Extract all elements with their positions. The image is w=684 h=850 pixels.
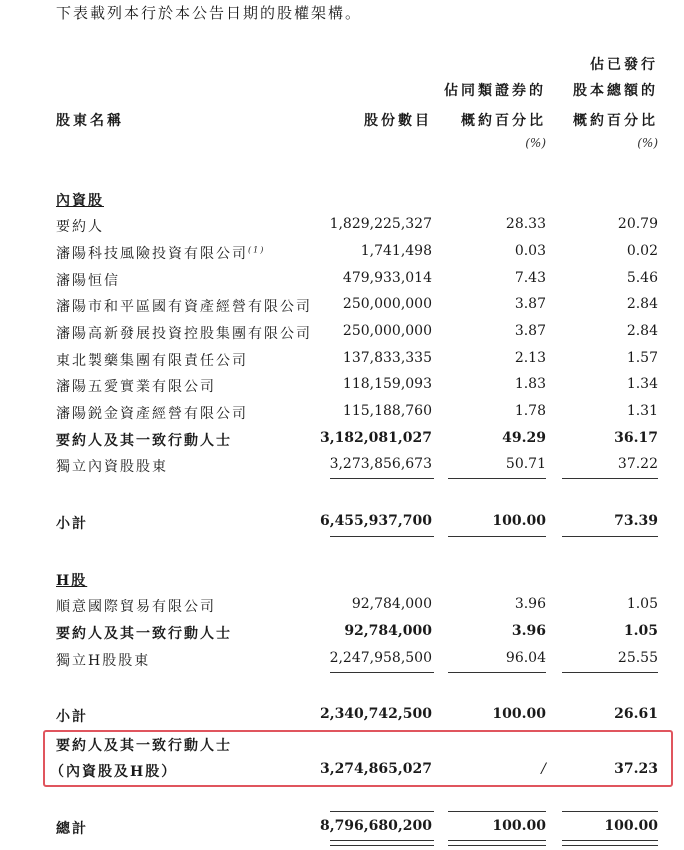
footnote-marker: (1) — [248, 245, 266, 255]
row-shares: 250,000,000 — [342, 323, 432, 339]
row-shares: 115,188,760 — [342, 403, 432, 419]
row-shares: 2,247,958,500 — [329, 650, 432, 666]
row-class-pct: 3.96 — [514, 596, 546, 612]
rule-line — [562, 672, 658, 673]
double-rule — [330, 840, 434, 846]
row-class-pct: 7.43 — [514, 270, 546, 286]
table-row — [0, 623, 684, 649]
row-total-pct: 25.55 — [617, 650, 658, 666]
intro-text: 下表載列本行於本公告日期的股權架構。 — [56, 4, 363, 22]
row-class-pct: 1.83 — [514, 376, 546, 392]
row-total-pct: 1.05 — [626, 596, 658, 612]
header-total-pct-line1: 佔已發行 — [590, 57, 658, 73]
row-shares: 479,933,014 — [342, 270, 432, 286]
row-total-pct: 1.57 — [626, 350, 658, 366]
row-class-pct: 0.03 — [514, 243, 546, 259]
row-total-pct: 5.46 — [626, 270, 658, 286]
header-class-pct-unit: (%) — [525, 136, 546, 150]
rule-line — [448, 672, 546, 673]
row-name: 順意國際貿易有限公司 — [56, 599, 216, 615]
row-shares: 1,829,225,327 — [329, 216, 432, 232]
row-shares: 92,784,000 — [344, 623, 432, 639]
row-total-pct: 36.17 — [614, 430, 658, 446]
rule-line — [562, 811, 658, 812]
row-class-pct: 1.78 — [514, 403, 546, 419]
rule-line — [330, 811, 434, 812]
section-title-h-shares: H股 — [56, 573, 88, 589]
row-total-pct: 73.39 — [614, 513, 658, 529]
rule-line — [330, 672, 434, 673]
row-total-pct: 37.22 — [617, 456, 658, 472]
double-rule — [562, 840, 658, 846]
table-row — [0, 216, 684, 242]
header-total-pct-unit: (%) — [637, 136, 658, 150]
row-class-pct: 100.00 — [492, 706, 546, 722]
table-row — [0, 296, 684, 322]
subtotal-row-h-shares — [0, 706, 684, 732]
rule-line — [562, 478, 658, 479]
row-shares: 2,340,742,500 — [319, 706, 432, 722]
row-name: 要約人及其一致行動人士 — [56, 738, 232, 754]
row-class-pct: 28.33 — [505, 216, 546, 232]
double-rule — [448, 840, 546, 846]
row-total-pct: 2.84 — [626, 323, 658, 339]
table-row — [0, 243, 684, 269]
row-class-pct: 2.13 — [514, 350, 546, 366]
combined-row — [0, 761, 684, 787]
row-shares: 8,796,680,200 — [319, 818, 432, 834]
table-row — [0, 403, 684, 429]
row-name: 瀋陽五愛實業有限公司 — [56, 379, 216, 395]
row-total-pct: 37.23 — [614, 761, 658, 777]
row-name: 獨立內資股股東 — [56, 459, 168, 475]
header-shareholder-name: 股東名稱 — [56, 113, 124, 129]
row-total-pct: 100.00 — [604, 818, 658, 834]
rule-line — [330, 478, 434, 479]
section-title-domestic: 內資股 — [56, 193, 104, 209]
row-name: 東北製藥集團有限責任公司 — [56, 353, 248, 369]
table-row — [0, 596, 684, 622]
row-class-pct: 100.00 — [492, 513, 546, 529]
rule-line — [330, 536, 434, 537]
row-class-pct: 96.04 — [505, 650, 546, 666]
row-shares: 3,182,081,027 — [319, 430, 432, 446]
row-shares: 118,159,093 — [342, 376, 432, 392]
row-name: 要約人及其一致行動人士 — [56, 626, 232, 642]
row-class-pct: 3.87 — [514, 296, 546, 312]
row-shares: 6,455,937,700 — [319, 513, 432, 529]
row-class-pct: 49.29 — [502, 430, 546, 446]
row-class-pct: 100.00 — [492, 818, 546, 834]
row-shares: 1,741,498 — [360, 243, 432, 259]
row-total-pct: 1.31 — [626, 403, 658, 419]
row-total-pct: 0.02 — [626, 243, 658, 259]
row-name-line2: （內資股及H股） — [50, 764, 178, 780]
row-total-pct: 26.61 — [614, 706, 658, 722]
rule-line — [448, 478, 546, 479]
rule-line — [448, 811, 546, 812]
row-shares: 92,784,000 — [351, 596, 432, 612]
header-total-pct-line2: 股本總額的 — [573, 83, 658, 99]
row-name: 瀋陽恒信 — [56, 273, 120, 289]
row-total-pct: 2.84 — [626, 296, 658, 312]
table-row — [0, 430, 684, 456]
row-name: 瀋陽科技風險投資有限公司$^{(1)}$ — [56, 245, 266, 262]
row-name: 總計 — [56, 821, 88, 837]
row-class-pct: 3.96 — [511, 623, 546, 639]
table-row — [0, 376, 684, 402]
table-row — [0, 270, 684, 296]
row-name: 瀋陽高新發展投資控股集團有限公司 — [56, 326, 312, 342]
row-name: 獨立H股股東 — [56, 653, 151, 669]
row-shares: 137,833,335 — [342, 350, 432, 366]
header-total-pct-line3: 概約百分比 — [573, 113, 658, 129]
row-class-pct: 50.71 — [505, 456, 546, 472]
table-row — [0, 350, 684, 376]
row-name: 要約人及其一致行動人士 — [56, 433, 232, 449]
rule-line — [448, 536, 546, 537]
row-shares: 250,000,000 — [342, 296, 432, 312]
row-name: 小計 — [56, 709, 88, 725]
row-name: 小計 — [56, 516, 88, 532]
header-class-pct-line2: 概約百分比 — [461, 113, 546, 129]
header-class-pct-line1: 佔同類證券的 — [444, 83, 546, 99]
row-name: 瀋陽鋭金資產經營有限公司 — [56, 406, 248, 422]
row-total-pct: 1.34 — [626, 376, 658, 392]
header-share-count: 股份數目 — [364, 113, 432, 129]
row-name: 瀋陽市和平區國有資產經營有限公司 — [56, 299, 312, 315]
row-total-pct: 1.05 — [623, 623, 658, 639]
row-shares: 3,273,856,673 — [329, 456, 432, 472]
row-shares: 3,274,865,027 — [319, 761, 432, 777]
row-name: 要約人 — [56, 219, 104, 235]
row-class-pct: 3.87 — [514, 323, 546, 339]
table-row — [0, 323, 684, 349]
rule-line — [562, 536, 658, 537]
combined-row-line1 — [0, 735, 684, 761]
row-class-pct: / — [541, 761, 546, 777]
row-total-pct: 20.79 — [617, 216, 658, 232]
